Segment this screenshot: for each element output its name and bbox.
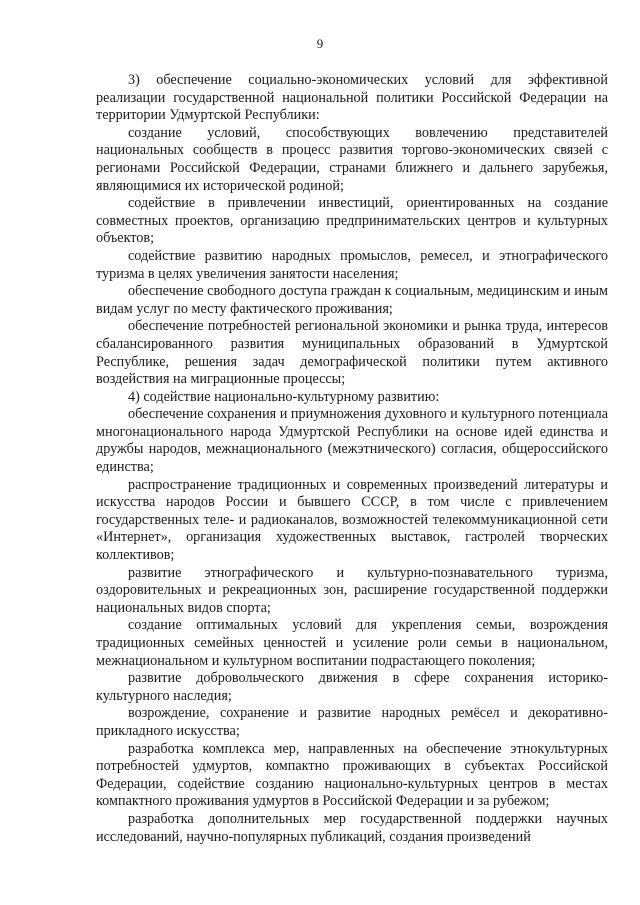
paragraph: разработка комплекса мер, направленных на обеспечение этнокультурных потребностей удмуртов, компактно проживающих в субъектах Российской Федерации, содействие созданию национально-культурных центров в местах компактного проживания удмуртов в Российской Федерации и за рубежом;: [96, 740, 608, 810]
paragraph: развитие этнографического и культурно-познавательного туризма, оздоровительных и рекреационных зон, расширение государственной поддержки национальных видов спорта;: [96, 564, 608, 616]
page-number: 9: [316, 36, 324, 51]
paragraph: обеспечение сохранения и приумножения духовного и культурного потенциала многонационального народа Удмуртской Республики на основе идей единства и дружбы народов, межнационального (межэтнического) согласия, общероссийского единства;: [96, 406, 608, 476]
paragraph: возрождение, сохранение и развитие народных ремёсел и декоративно-прикладного искусства;: [96, 705, 608, 739]
paragraph: обеспечение потребностей региональной экономики и рынка труда, интересов сбалансированного развития муниципальных образований в Удмуртской Республике, решения задач демографической политики путем активного воздействия на миграционные процессы;: [96, 318, 608, 388]
document-body: [96, 72, 608, 846]
paragraph: содействие в привлечении инвестиций, ориентированных на создание совместных проектов, организацию предпринимательских центров и культурных объектов;: [96, 195, 608, 247]
paragraph: распространение традиционных и современных произведений литературы и искусства народов России и бывшего СССР, в том числе с привлечением государственных теле- и радиоканалов, возможностей телекоммуникационной сети «Интернет», организация художественных выставок, гастролей творческих коллективов;: [96, 476, 608, 564]
paragraph: 4) содействие национально-культурному развитию:: [128, 388, 440, 405]
paragraph: обеспечение свободного доступа граждан к социальным, медицинским и иным видам услуг по месту фактического проживания;: [96, 283, 608, 317]
paragraph: создание оптимальных условий для укрепления семьи, возрождения традиционных семейных ценностей и усиление роли семьи в национальном, межнациональном и культурном воспитании подрастающего поколения;: [96, 617, 608, 669]
paragraph: создание условий, способствующих вовлечению представителей национальных сообществ в процесс развития торгово-экономических связей с регионами Российской Федерации, странами ближнего и дальнего зарубежья, являющимися их исторической родиной;: [96, 124, 608, 194]
paragraph: содействие развитию народных промыслов, ремесел, и этнографического туризма в целях увеличения занятости населения;: [96, 247, 608, 282]
paragraph: 3) обеспечение социально-экономических условий для эффективной реализации государственной национальной политики Российской Федерации на территории Удмуртской Республики:: [96, 72, 608, 124]
paragraph: разработка дополнительных мер государственной поддержки научных исследований, научно-популярных публикаций, создания произведений: [96, 810, 608, 845]
paragraph: развитие добровольческого движения в сфере сохранения историко-культурного наследия;: [96, 670, 608, 704]
